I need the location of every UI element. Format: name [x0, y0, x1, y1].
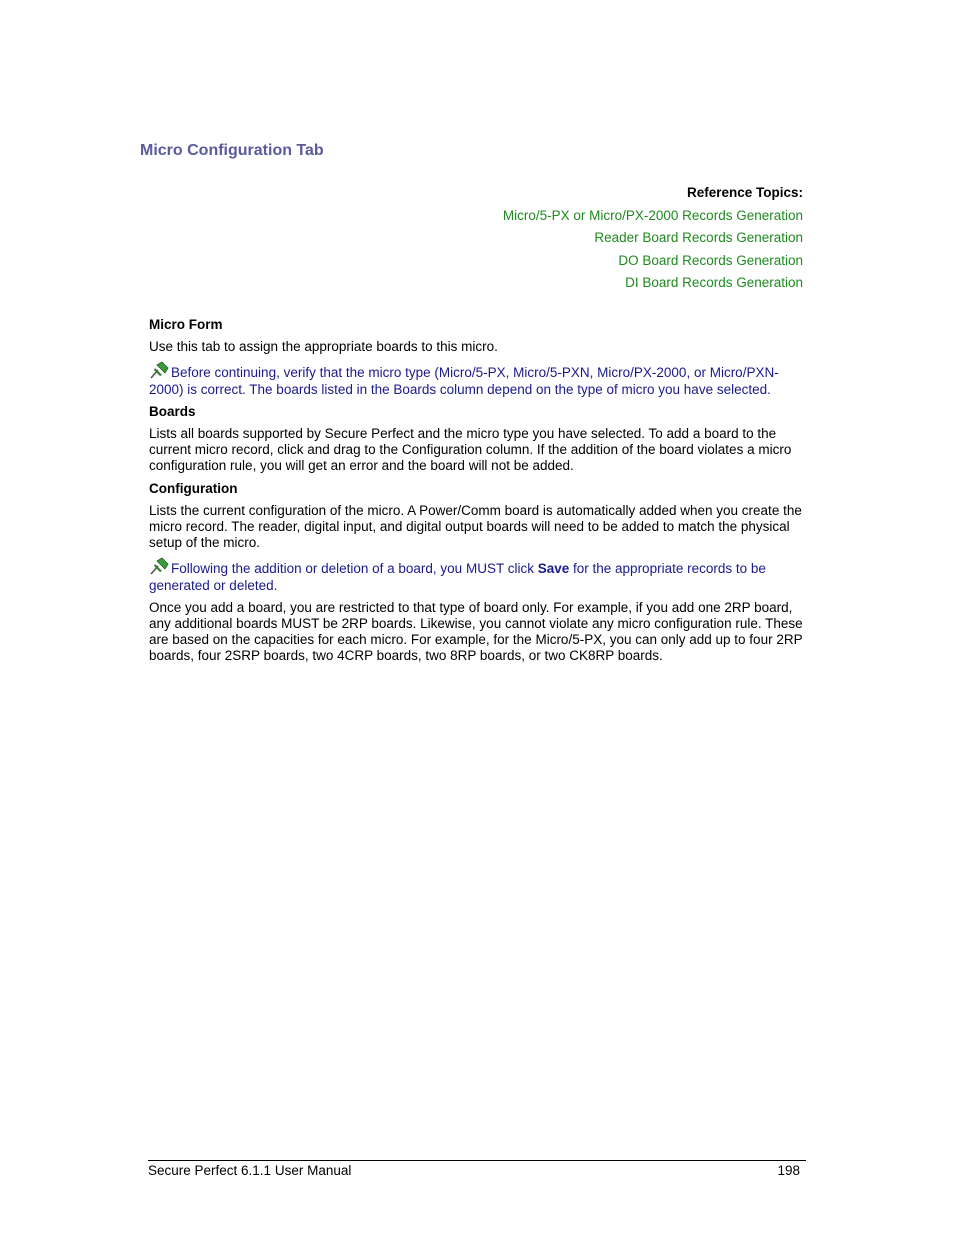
configuration-note-before: Following the addition or deletion of a board, you MUST click — [171, 561, 534, 577]
micro-form-note-text: Before continuing, verify that the micro type (Micro/5-PX, Micro/5-PXN, Micro/PX-2000, or Micro/PXN-2000) is correct. The boards listed in the Boards column depend on the type of micro you have selected. — [149, 365, 779, 397]
micro-form-text: Use this tab to assign the appropriate boards to this micro. — [149, 339, 498, 355]
section-title: Micro Configuration Tab — [140, 142, 324, 159]
link-micro-records[interactable]: Micro/5-PX or Micro/PX-2000 Records Generation — [502, 207, 803, 223]
body-content — [149, 317, 804, 671]
footer-manual-title: Secure Perfect 6.1.1 User Manual — [148, 1163, 352, 1178]
reference-topics — [383, 182, 803, 295]
configuration-note — [149, 557, 804, 593]
save-keyword: Save — [537, 561, 570, 577]
configuration-text: Lists the current configuration of the micro. A Power/Comm board is automatically added when you create the micro record. The reader, digital input, and digital output boards will need to be added to match the physical setup of the micro. — [149, 502, 802, 551]
micro-form-note — [149, 361, 804, 397]
pushpin-note-icon — [149, 361, 169, 379]
link-reader-board-records[interactable]: Reader Board Records Generation — [594, 230, 803, 245]
configuration-heading: Configuration — [149, 480, 238, 496]
page-footer — [148, 1160, 806, 1178]
link-do-board-records[interactable]: DO Board Records Generation — [618, 252, 803, 268]
micro-form-heading: Micro Form — [149, 317, 223, 332]
configuration-note-after: for the appropriate records to be generated or deleted. — [149, 561, 766, 593]
page-number: 198 — [777, 1163, 800, 1178]
boards-text: Lists all boards supported by Secure Perfect and the micro type you have selected. To add a board to the current micro record, click and drag to the Configuration column. If the addition of the board violates a micro configuration rule, you will get an error and the board will not be added. — [149, 426, 792, 474]
configuration-text-2: Once you add a board, you are restricted to that type of board only. For example, if you add one 2RP board, any additional boards MUST be 2RP boards. Likewise, you cannot violate any micro configuration rule. These are based on the capacities for each micro. For example, for the Micro/5-PX, you can only add up to four 2RP boards, four 2SRP boards, two 4CRP boards, two 8RP boards, or two CK8RP boards. — [149, 599, 803, 664]
pushpin-note-icon — [149, 557, 169, 575]
reference-heading: Reference Topics: — [686, 185, 803, 200]
boards-heading: Boards — [149, 403, 196, 419]
link-di-board-records[interactable]: DI Board Records Generation — [625, 275, 803, 290]
